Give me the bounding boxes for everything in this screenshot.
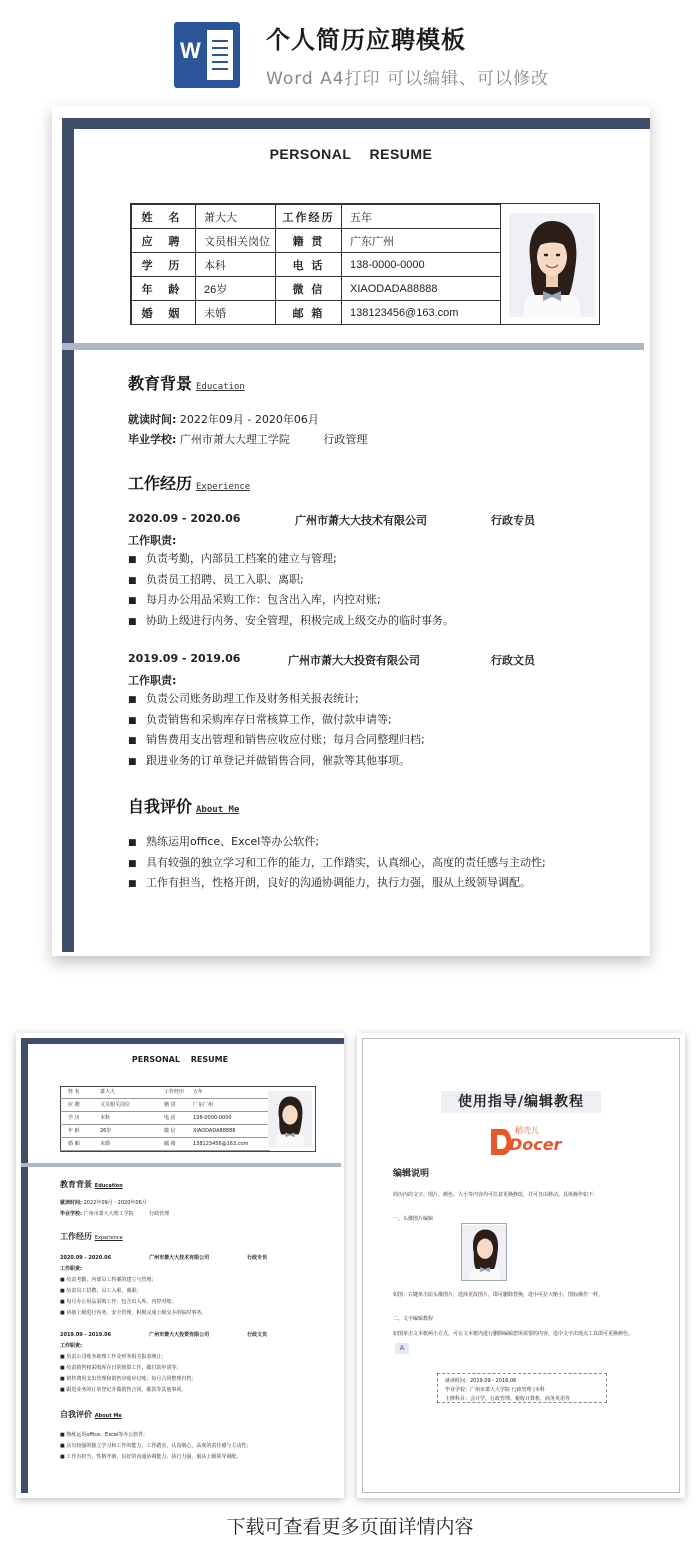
info-label: 籍 贯 [276, 229, 342, 253]
resume-thumbnail[interactable]: PERSONAL RESUME 姓 名 萧大大 工作经历 五年 应 聘 文员相关岗位 籍 贯 广东广州 学 历 本科 电 话 138-0000-0000 年 龄 26岁 微 信 XIAODADA88888 婚 姻 未婚 邮 箱 138123456@163.com 教育背景 Education 就读时间: 2022年09月 - 2020年06月 毕业学校: 广州市萧大大理工学院 行政管理 工作经历 Experience 2020.09 - 2020.06 广州市萧大大技术有限公司 行政专员 工作职责: ■ 负责考勤，内部员工档案的建立与管理; ■ 负责员工招聘、员工入职、离职; ■ 每月办公用品采购工作：包含出入库，内控对账; ■ 协助上级进行内务、安全管理，积极完成上级交办的临时事务。 2019.09 - 2019.06 广州市萧大大投资有限公司 行政文员 工作职责: ■ 负责公司账务助理工作及财务相关报表统计; ■ 负责销售和采购库存日常核算工作，做付款申请等; ■ 销售费用支出管理和销售应收应付账；每月合同整理归档; ■ 跟进业务的订单登记并做销售合同，催款等其他事项。 自我评价 About Me ■ 熟练运用office、Excel等办公软件; ■ 具有较强的独立学习和工作的能力，工作踏实，认真细心，高度的责任感与主动性; ■ 工作有担当，性格开朗，良好的沟通协调能力，执行力强，服从上级领导调配。 [16, 1033, 344, 1498]
list-item: ■ 工作有担当，性格开朗，良好的沟通协调能力，执行力强，服从上级领导调配。 [128, 873, 546, 894]
list-item: ■ 协助上级进行内务、安全管理，积极完成上级交办的临时事务。 [128, 611, 454, 632]
guide-p1: 简历内的文字、图片、颜色、大小等内容均可任意更换修改，并可自由移动。具体操作如下: [393, 1192, 595, 1198]
thumb-info-row: 姓 名 萧大大 工作经历 五年 [60, 1086, 270, 1099]
thumb-info-row: 应 聘 文员相关岗位 籍 贯 广东广州 [60, 1099, 270, 1112]
duty-label: 工作职责: [128, 674, 177, 687]
list-item: ■ 跟进业务的订单登记并做销售合同，催款等其他事项。 [128, 751, 425, 772]
info-label: 学 历 [132, 253, 196, 277]
list-item: ■ 具有较强的独立学习和工作的能力，工作踏实，认真细心，高度的责任感与主动性; [128, 853, 546, 874]
list-item: ■ 负责员工招聘、员工入职、离职; [128, 570, 454, 591]
info-label: 姓 名 [132, 205, 196, 229]
resume-title: PERSONAL RESUME [269, 146, 433, 162]
list-item: ■ 熟练运用office、Excel等办公软件; [128, 832, 546, 853]
about-heading: 自我评价 About Me [128, 797, 240, 816]
guide-thumbnail[interactable] [357, 1033, 685, 1498]
list-item: ■ 负责销售和采购库存日常核算工作，做付款申请等; [128, 710, 425, 731]
info-value: 广东广州 [342, 229, 501, 253]
info-value: 文员相关岗位 [196, 229, 276, 253]
experience-heading: 工作经历 Experience [128, 474, 251, 493]
left-accent-bar [62, 118, 74, 952]
info-label: 婚 姻 [132, 301, 196, 325]
education-time: 就读时间: 2022年09月 - 2020年06月 [128, 413, 319, 426]
list-item: ■ 负责考勤，内部员工档案的建立与管理; [128, 549, 454, 570]
guide-photo [461, 1223, 507, 1281]
list-item: ■ 销售费用支出管理和销售应收应付账；每月合同整理归档; [128, 730, 425, 751]
info-value: 萧大大 [196, 205, 276, 229]
info-label: 年 龄 [132, 277, 196, 301]
about-list [128, 832, 546, 894]
info-table [130, 203, 600, 325]
list-item: ■ 每月办公用品采购工作：包含出入库，内控对账; [128, 590, 454, 611]
docer-logo: 稻壳儿 Docer [487, 1125, 559, 1159]
education-school: 毕业学校: 广州市萧大大理工学院 行政管理 [128, 433, 368, 446]
info-value: 本科 [196, 253, 276, 277]
thumb-info-row: 婚 姻 未婚 邮 箱 138123456@163.com [60, 1138, 270, 1151]
word-icon: W [174, 22, 240, 88]
guide-s2: 二、文字编辑教程 [393, 1316, 434, 1322]
info-label: 工作经历 [276, 205, 342, 229]
job-duties [128, 549, 454, 631]
guide-p3: 如图单击文本框两小方点，可在文本框内进行删除编辑您所需要的内容，选中文字出现点工具即可更换颜色。 [393, 1331, 634, 1337]
profile-photo [509, 213, 595, 317]
info-value: 五年 [342, 205, 501, 229]
footer-text: 下载可查看更多页面详情内容 [226, 1516, 474, 1538]
info-value: XIAODADA88888 [342, 277, 501, 301]
top-accent-bar [62, 118, 650, 129]
info-label: 邮 箱 [276, 301, 342, 325]
thumb-info-row: 年 龄 26岁 微 信 XIAODADA88888 [60, 1125, 270, 1138]
guide-mini-line: 就读时间：2019.09 - 2016.06 [445, 1378, 517, 1384]
info-row [132, 277, 501, 301]
info-row [132, 229, 501, 253]
font-color-icon: A [395, 1343, 409, 1354]
guide-s1: 一、头像图片编辑 [393, 1216, 434, 1222]
info-row [132, 253, 501, 277]
duty-label: 工作职责: [128, 534, 177, 547]
resume-page: PERSONAL RESUME 姓 名 萧大大 工作经历 五年 应 聘 文员相关岗位 籍 贯 广东广州 学 历 本科 电 话 138-0000-0000 年 龄 26岁 微 信 XIAODADA88888 婚 姻 未婚 邮 箱 138123456@163.com 教育背景 Education 就读时间: 2022年09月 - 2020年06月 毕业学校: 广州市萧大大理工学院 行政管理 工作经历 Experience 2020.09 - 2020.06 广州市萧大大技术有限公司 行政专员 工作职责: ■ 负责考勤，内部员工档案的建立与管理; ■ 负责员工招聘、员工入职、离职; ■ 每月办公用品采购工作：包含出入库，内控对账; ■ 协助上级进行内务、安全管理，积极完成上级交办的临时事务。 2019.09 - 2019.06 广州市萧大大投资有限公司 行政文员 工作职责: ■ 负责公司账务助理工作及财务相关报表统计; ■ 负责销售和采购库存日常核算工作，做付款申请等; ■ 销售费用支出管理和销售应收应付账；每月合同整理归档; ■ 跟进业务的订单登记并做销售合同，催款等其他事项。 自我评价 About Me ■ 熟练运用office、Excel等办公软件; ■ 具有较强的独立学习和工作的能力，工作踏实，认真细心，高度的责任感与主动性; ■ 工作有担当，性格开朗，良好的沟通协调能力，执行力强，服从上级领导调配。 [52, 106, 650, 956]
list-item: ■ 负责公司账务助理工作及财务相关报表统计; [128, 689, 425, 710]
info-label: 微 信 [276, 277, 342, 301]
info-value: 未婚 [196, 301, 276, 325]
info-row [132, 205, 501, 229]
guide-mini-line: 毕业学校：广州市萧大大学院 行政管理 |本科 [445, 1387, 545, 1393]
banner [0, 0, 700, 100]
info-row [132, 301, 501, 325]
job-duties [128, 689, 425, 771]
guide-h1: 编辑说明 [393, 1169, 430, 1179]
info-label: 电 话 [276, 253, 342, 277]
section-divider [62, 343, 644, 350]
info-value: 138123456@163.com [342, 301, 501, 325]
banner-title: 个人简历应聘模板 [266, 26, 466, 54]
thumb-info-row: 学 历 本科 电 话 138-0000-0000 [60, 1112, 270, 1125]
guide-p2: 如图：右键单击原头像图片，选择更改图片，即可删除替换，选中可拉大缩小，图标操作一样。 [393, 1292, 604, 1298]
info-value: 26岁 [196, 277, 276, 301]
education-heading: 教育背景 Education [128, 374, 245, 393]
guide-title: 使用指导/编辑教程 [441, 1091, 601, 1113]
guide-mini-line: 主修科目：会计学、行政管理、税收计算机、商务英语等 [445, 1396, 571, 1402]
info-label: 应 聘 [132, 229, 196, 253]
banner-subtitle: Word A4打印 可以编辑、可以修改 [266, 69, 549, 89]
info-value: 138-0000-0000 [342, 253, 501, 277]
